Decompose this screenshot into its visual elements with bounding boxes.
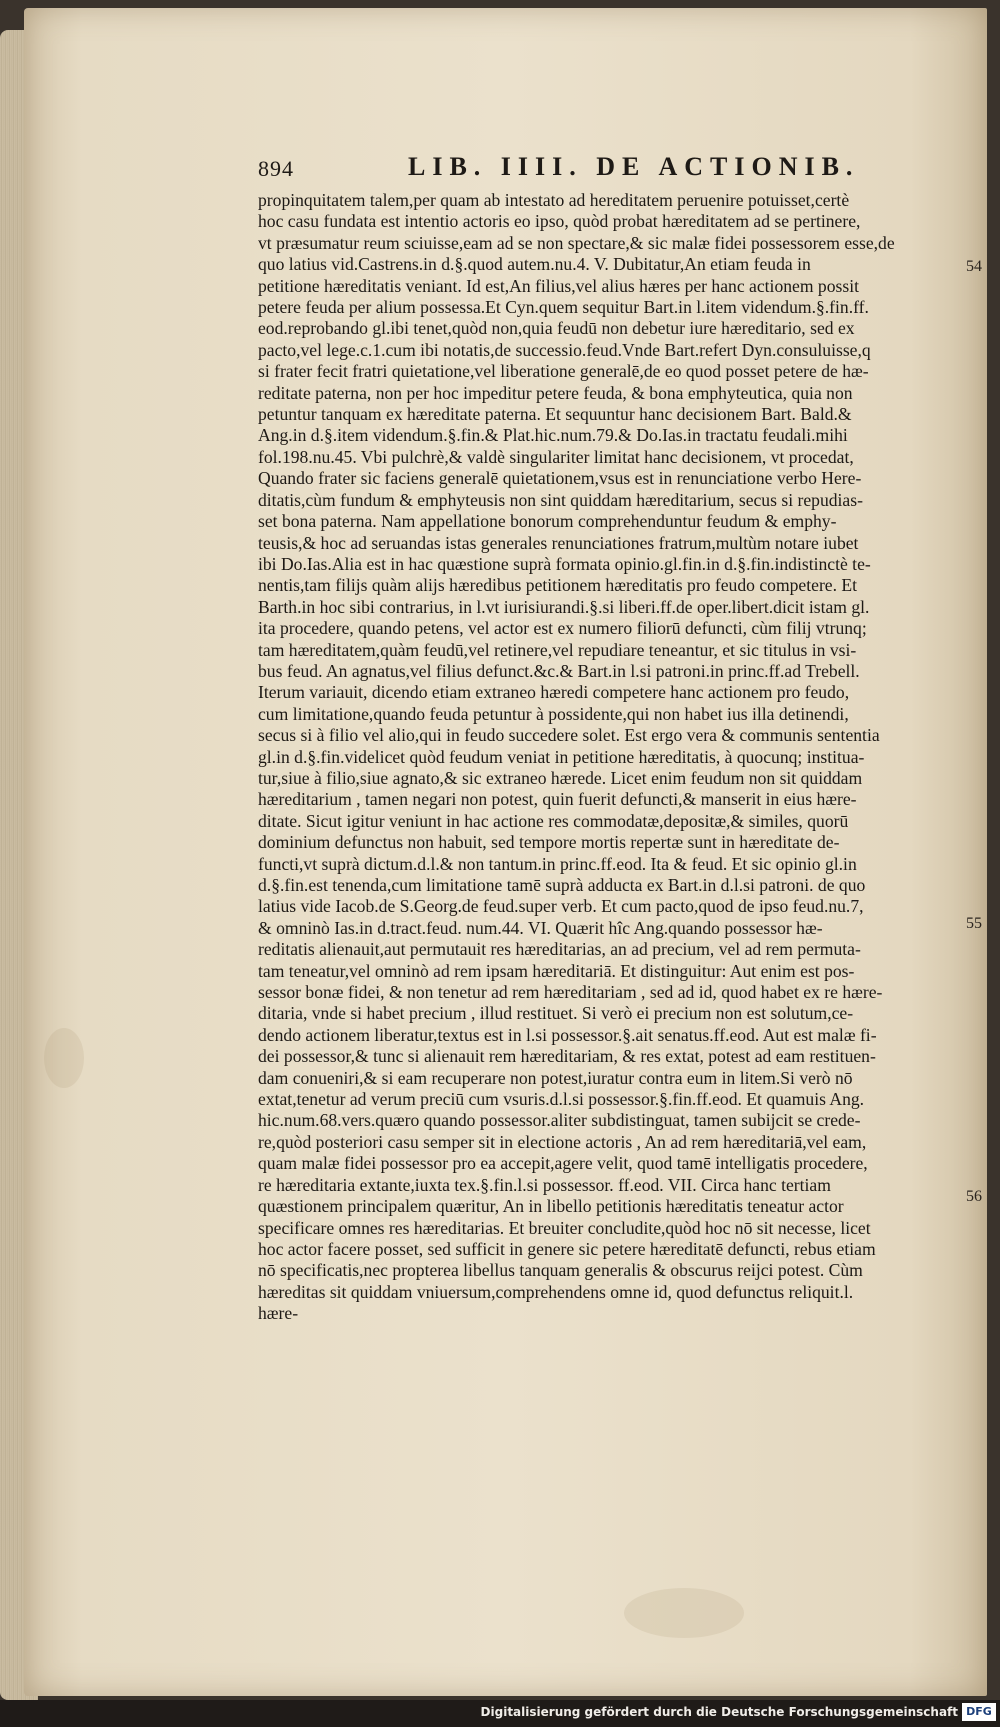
text-line: sessor bonæ fidei, & non tenetur ad rem hæreditariam , sed ad id, quod habet ex re hære- [258,982,883,1003]
text-line: cum limitatione,quando feuda petuntur à possidente,qui non habet ius illa detinendi, [258,703,849,724]
text-line: secus si à filio vel alio,qui in feudo succedere solet. Est ergo vera & communis sententia [258,725,880,746]
text-line: nō specificatis,nec propterea libellus tanquam generalis & obscurus reijci potest. Cùm [258,1260,863,1281]
text-line: hoc actor facere posset, sed sufficit in genere sic petere hæreditatē defuncti, rebus etiam [258,1238,876,1259]
text-line: & omninò Ias.in d.tract.feud. num.44. VI. Quærit hîc Ang.quando possessor hæ- [258,917,823,938]
margin-number: 55 [966,915,982,932]
text-line: quo latius vid.Castrens.in d.§.quod autem.nu.4. V. Dubitatur,An etiam feuda in [258,254,811,275]
text-line: ditatis,cùm fundum & emphyteusis non sint quiddam hæreditarium, secus si repudias- [258,489,863,510]
text-line: tur,siue à filio,siue agnato,& sic extraneo hærede. Licet enim feudum non sit quiddam [258,767,863,788]
text-line: Iterum variauit, dicendo etiam extraneo hæredi competere hanc actionem pro feudo, [258,682,850,703]
text-line: ditate. Sicut igitur veniunt in hac actione res commodatæ,depositæ,& similes, quorū [258,810,849,831]
text-line: si frater fecit fratri quietatione,vel liberatione generalē,de eo quod posset petere de hæ- [258,361,869,382]
text-line: ditaria, vnde si habet precium , illud restituet. Si verò ei precium non est solutum,ce- [258,1003,854,1024]
text-line: ibi Do.Ias.Alia est in hac quæstione suprà formata opinio.gl.fin.in d.§.fin.indistinctè te- [258,553,871,574]
folio-number: 894 [258,156,294,181]
text-line: hæreditas sit quiddam vniuersum,comprehendens omne id, quod defunctus reliquit.l. [258,1281,854,1302]
text-line: ita procedere, quando petens, vel actor est ex numero filiorū defuncti, cùm filij vtrunq; [258,618,867,639]
text-line: hæreditarium , tamen negari non potest, quin fuerit defuncti,& manserit in eius hære- [258,789,857,810]
text-line: Ang.in d.§.item videndum.§.fin.& Plat.hic.num.79.& Do.Ias.in tractatu feudali.mihi [258,425,848,446]
paper-stain [624,1588,744,1638]
text-line: functi,vt suprà dictum.d.l.& non tantum.in princ.ff.eod. Ita & feud. Et sic opinio gl.in [258,853,857,874]
text-line: dendo actionem liberatur,textus est in l.si possessor.§.ait senatus.ff.eod. Aut est malæ fi- [258,1024,877,1045]
text-line: bus feud. An agnatus,vel filius defunct.&c.& Bart.in l.si patroni.in princ.ff.ad Trebell. [258,660,860,681]
text-line: petitione hæreditatis veniant. Id est,An filius,vel alius hæres per hanc actionem possit [258,275,859,296]
text-line: specificare omnes res hæreditarias. Et breuiter concludite,quòd hoc nō sit necesse, licet [258,1217,871,1238]
text-line: quæstionem principalem quæritur, An in libello petitionis hæreditatis teneatur actor [258,1196,844,1217]
text-line: petere feuda per alium possessa.Et Cyn.quem sequitur Bart.in l.item videndum.§.fin.ff. [258,297,869,318]
paper-stain [44,1028,84,1088]
body-text [258,190,958,1325]
margin-number: 54 [966,258,982,275]
running-title: LIB. IIII. DE ACTIONIB. [408,152,860,181]
text-line: tam teneatur,vel omninò ad rem ipsam hæreditariā. Et distinguitur: Aut enim est pos- [258,960,855,981]
text-line: pacto,vel lege.c.1.cum ibi notatis,de successio.feud.Vnde Bart.refert Dyn.consuluisse,q [258,339,871,360]
text-line: extat,tenetur ad verum preciū cum vsuris.d.l.si possessor.§.fin.ff.eod. Et quamuis Ang. [258,1089,865,1110]
text-line: dam conueniri,& si eam recuperare non potest,iuratur contra eum in litem.Si verò nō [258,1067,853,1088]
text-line: propinquitatem talem,per quam ab intestato ad hereditatem peruenire potuisset,certè [258,190,850,210]
text-line: nentis,tam filijs quàm alijs hæredibus petitionem hæreditatis pro feudo competere. Et [258,575,858,596]
text-line: dei possessor,& tunc si alienauit rem hæreditariam, & res extat, potest ad eam restituen- [258,1046,876,1067]
text-line: hoc casu fundata est intentio actoris eo ipso, quòd probat hæreditatem ad se pertinere, [258,211,861,232]
text-line: Barth.in hoc sibi contrarius, in l.vt iurisiurandi.§.si liberi.ff.de oper.libert.dicit istam gl. [258,596,870,617]
text-line: vt præsumatur reum sciuisse,eam ad se non spectare,& sic malæ fidei possessorem esse,de [258,232,895,253]
text-line: fol.198.nu.45. Vbi pulchrè,& valdè singulariter limitat hanc decisionem, vt procedat, [258,446,854,467]
text-line: reditatis alienauit,aut permutauit res hæreditarias, an ad precium, vel ad rem permuta- [258,939,861,960]
text-line: eod.reprobando gl.ibi tenet,quòd non,quia feudū non debetur iure hæreditario, sed ex [258,318,855,339]
text-line: dominium defunctus non habuit, sed tempore mortis repertæ sunt in hæreditate de- [258,832,840,853]
text-line: set bona paterna. Nam appellatione bonorum comprehenduntur feudum & emphy- [258,511,837,532]
text-line: tam hæreditatem,quàm feudū,vel retinere,vel repudiare teneantur, et sic titulus in vsi- [258,639,857,660]
text-line: hære- [258,1303,299,1324]
text-line: re,quòd posteriori casu semper sit in electione actoris , An ad rem hæreditariā,vel eam, [258,1131,867,1152]
text-line: latius vide Iacob.de S.Georg.de feud.super verb. Et cum pacto,quod de ipso feud.nu.7, [258,896,864,917]
text-line: reditate paterna, non per hoc impeditur petere feuda, & bona emphyteutica, quia non [258,382,853,403]
text-line: hic.num.68.vers.quæro quando possessor.aliter subdistinguat, tamen subijcit se crede- [258,1110,861,1131]
text-line: petuntur tanquam ex hæreditate paterna. Et sequuntur hanc decisionem Bart. Bald.& [258,404,852,425]
text-line: Quando frater sic faciens generalē quietationem,vsus est in renunciatione verbo Here- [258,468,862,489]
text-line: re hæreditaria extante,iuxta tex.§.fin.l.si possessor. ff.eod. VII. Circa hanc tertiam [258,1174,831,1195]
text-line: gl.in d.§.fin.videlicet quòd feudum veniat in petitione hæreditatis, à quocunq; institua- [258,746,865,767]
margin-number: 56 [966,1188,982,1205]
text-line: teusis,& hoc ad seruandas istas generales renunciationes fratrum,multùm notare iubet [258,532,859,553]
dfg-logo: DFG [962,1703,996,1721]
text-line: d.§.fin.est tenenda,cum limitatione tamē suprà adducta ex Bart.in d.l.si patroni. de quo [258,875,866,895]
digitization-credit: Digitalisierung gefördert durch die Deutsche Forschungsgemeinschaft [480,1705,958,1719]
text-line: quam malæ fidei possessor pro ea accepit,agere velit, quod tamē intelligatis procedere, [258,1153,868,1174]
page-header [258,152,958,188]
